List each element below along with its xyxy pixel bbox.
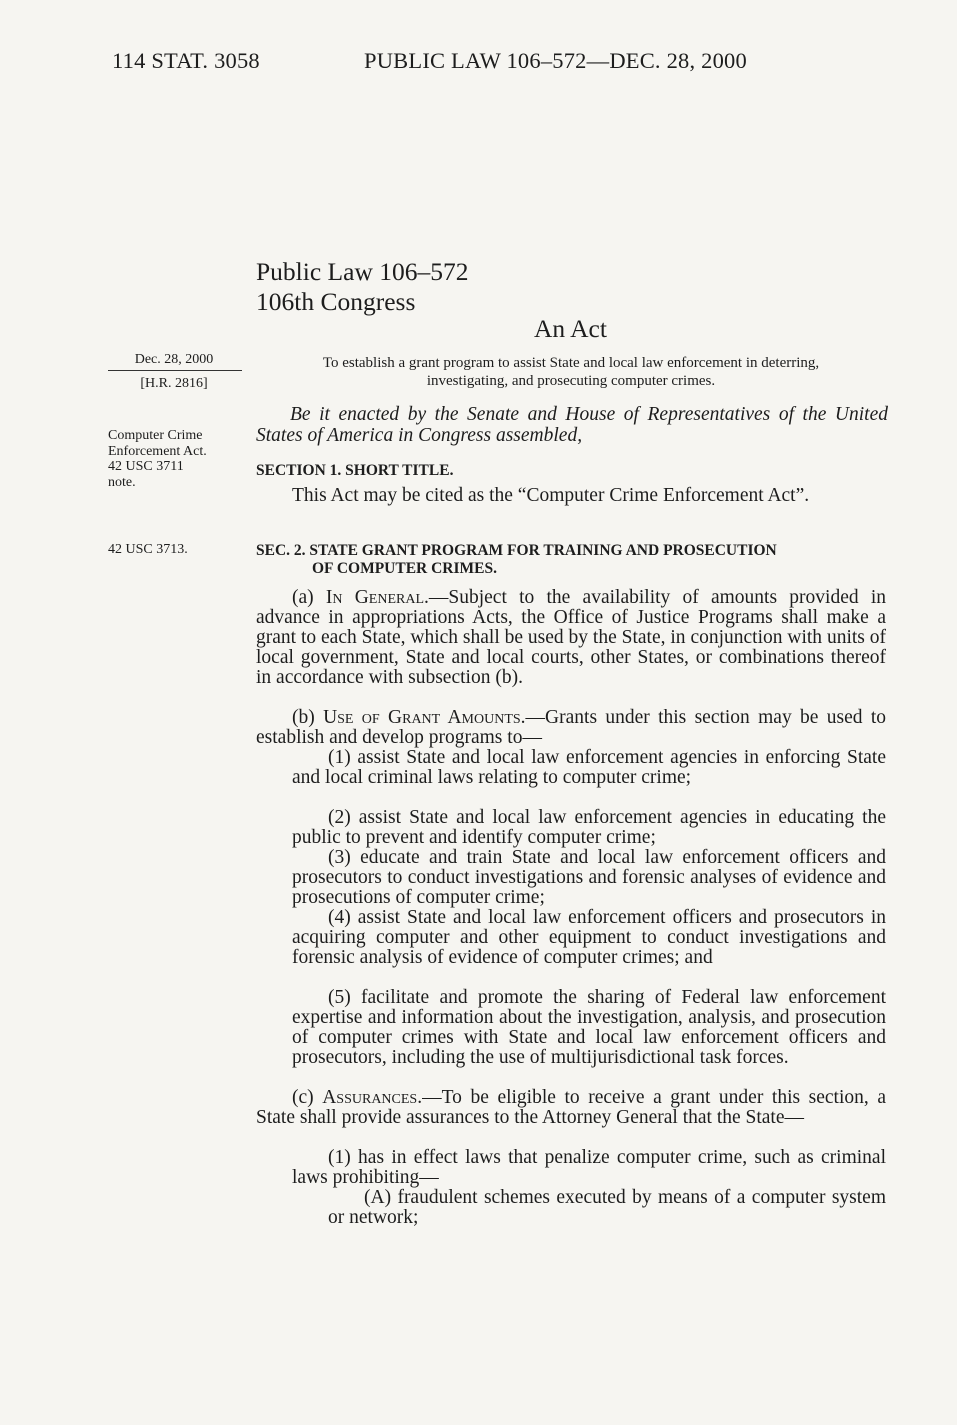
subsection-b-caption: Use of Grant Amounts (323, 707, 521, 728)
subsection-a (256, 588, 886, 688)
margin-bill-number: [H.R. 2816] (140, 376, 208, 391)
act-heading: An Act (534, 314, 607, 343)
subsection-b-item-4: (4) assist State and local law enforcement officers and prosecutors in acquiring computer and other equipment to conduct investigations and forensic analysis of evidence of computer crimes; and (292, 907, 886, 968)
purpose-line-2: investigating, and prosecuting computer crimes. (426, 373, 716, 389)
margin-short-title-line1: Computer Crime (108, 428, 203, 443)
subsection-c-text: .—To be eligible to receive a grant under this section, a State shall provide assurances to the Attorney General that the State— (256, 1087, 886, 1128)
subsection-c-label: (c) (292, 1087, 323, 1108)
subsection-b-item-5: (5) facilitate and promote the sharing of Federal law enforcement expertise and information about the investigation, analysis, and prosecution of computer crimes with State and local law enforcement officers and prosecutors, including the use of multijurisdictional task forces. (292, 987, 886, 1068)
subsection-c-caption: Assurances (322, 1087, 418, 1108)
section-2-heading (256, 542, 888, 578)
margin-usc-cite-2: 42 USC 3713. (108, 542, 188, 557)
enacting-clause (256, 404, 888, 446)
section-1-text: This Act may be cited as the “Computer Crime Enforcement Act”. (292, 485, 810, 506)
subsection-c-subparagraph-A: (A) fraudulent schemes executed by means of a computer system or network; (328, 1187, 886, 1228)
public-law-number: Public Law 106–572 (256, 257, 469, 286)
subsection-b-label: (b) (292, 707, 324, 728)
subsection-a-text: .—Subject to the availability of amounts provided in advance in appropriations Acts, the Office of Justice Programs shall make a grant to each State, which shall be used by the State, in conjunction with units of local government, State and local courts, other States, or combinations thereof in accordance with subsection (b). (256, 587, 886, 688)
enacting-clause-text: Be it enacted by the Senate and House of Representatives of the United States of America in Congress assembled, (256, 404, 888, 446)
margin-short-title-line2: Enforcement Act. (108, 443, 207, 459)
subsection-b-item-3: (3) educate and train State and local law enforcement officers and prosecutors to conduct investigations and forensic analyses of evidence and prosecutions of computer crime; (292, 847, 886, 908)
section-2-heading-line2: OF COMPUTER CRIMES. (312, 560, 497, 577)
section-1-heading: SECTION 1. SHORT TITLE. (256, 462, 454, 479)
margin-usc-cite-1-note: note. (108, 474, 136, 490)
purpose-statement (256, 354, 886, 390)
subsection-c (256, 1088, 886, 1128)
subsection-b-item-2: (2) assist State and local law enforcement agencies in educating the public to prevent and identify computer crime; (292, 807, 886, 848)
margin-divider (108, 370, 242, 371)
margin-usc-cite-1: 42 USC 3711 (108, 459, 184, 474)
margin-short-title (108, 428, 240, 490)
section-2-heading-line1: SEC. 2. STATE GRANT PROGRAM FOR TRAINING AND PROSECUTION (256, 542, 777, 559)
subsection-c-paragraph-1: (1) has in effect laws that penalize computer crime, such as criminal laws prohibiting— (292, 1147, 886, 1188)
subsection-b-item-1: (1) assist State and local law enforcement agencies in enforcing State and local criminal laws relating to computer crime; (292, 747, 886, 788)
subsection-b-text: .—Grants under this section may be used to establish and develop programs to— (256, 707, 886, 748)
subsection-b (256, 708, 886, 748)
margin-date: Dec. 28, 2000 (134, 352, 214, 367)
congress-number: 106th Congress (256, 287, 416, 316)
stat-page-number: 114 STAT. 3058 (112, 48, 260, 73)
subsection-a-caption: In General (325, 587, 425, 608)
law-title-block (256, 257, 468, 317)
running-head (112, 48, 812, 74)
purpose-line-1: To establish a grant program to assist State and local law enforcement in deterring, (322, 355, 820, 371)
law-date-header: PUBLIC LAW 106–572—DEC. 28, 2000 (364, 48, 747, 73)
subsection-a-label: (a) (292, 587, 326, 608)
